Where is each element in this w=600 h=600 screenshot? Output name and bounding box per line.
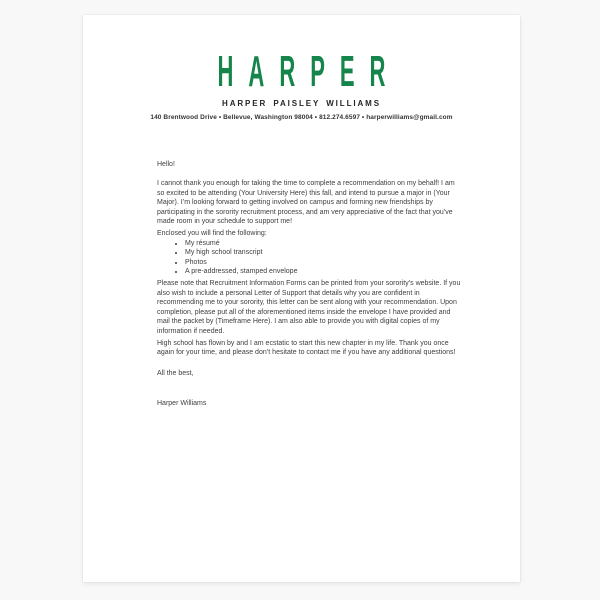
enclosure-item: • My high school transcript xyxy=(185,248,462,257)
letter-body xyxy=(157,160,462,409)
enclosure-item: • Photos xyxy=(185,258,462,267)
letter-page xyxy=(83,15,520,582)
instructions-paragraph: Please note that Recruitment Information Forms can be printed from your sorority’s website. If you also wish to include a personal Letter of Support that details why you are confident in recommending me to your sorority, this letter can be sent along with your recommendation. Upon completion, please put all of the aforementioned items inside the envelope I have provided and mail the packet by (Timeframe Here). I am also able to provide you with digital copies of my information if needed. xyxy=(157,280,461,335)
closing: All the best, xyxy=(157,369,194,377)
enclosures-intro: Enclosed you will find the following: xyxy=(157,230,267,238)
brand-logo-wrap xyxy=(83,45,520,96)
intro-paragraph: I cannot thank you enough for taking the time to complete a recommendation on my behalf! I am so excited to be attending (Your University Here) this fall, and intend to pursue a major in (Your Major). I’m looking forward to getting involved on campus and forming new friendships by participating in the sorority recruitment process, and am very appreciative of the fact that you’ve made room in your schedule to support me! xyxy=(157,180,455,226)
enclosure-item: • A pre-addressed, stamped envelope xyxy=(185,267,462,276)
signature: Harper Williams xyxy=(157,400,207,408)
enclosures-list xyxy=(157,239,462,277)
letterhead xyxy=(83,15,520,121)
thanks-paragraph: High school has flown by and I am ecstatic to start this new chapter in my life. Thank you once again for your time, and please don’t hesitate to contact me if you have any additional questions! xyxy=(157,339,456,357)
brand-logo: HARPER xyxy=(217,45,401,96)
brand-name: HARPER PAISLEY WILLIAMS xyxy=(222,99,381,108)
greeting: Hello! xyxy=(157,161,175,168)
contact-line: 140 Brentwood Drive • Bellevue, Washington 98004 • 812.274.6597 • harperwilliams@gmail.com xyxy=(150,114,453,121)
enclosure-item: • My résumé xyxy=(185,239,462,248)
